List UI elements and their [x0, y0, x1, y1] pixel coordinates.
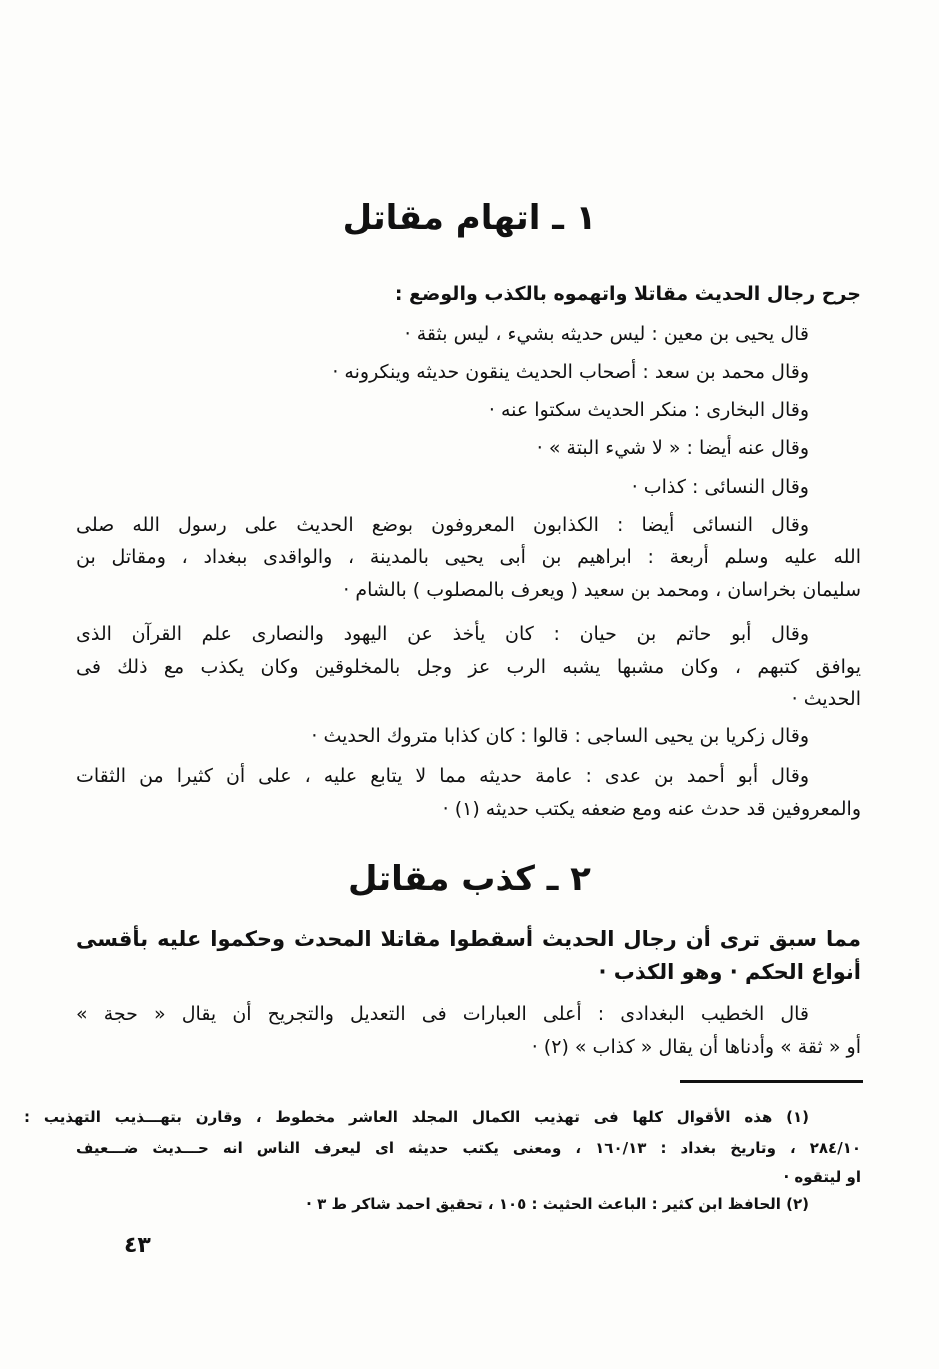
- text-line: وقال البخارى : منكر الحديث سكتوا عنه ·: [488, 399, 809, 421]
- text-line: أو « ثقة » وأدناها أن يقال « كذاب » (٢) ·: [531, 1036, 861, 1058]
- text-line: قال يحيى بن معين : ليس حديثه بشيء ، ليس بثقة ·: [404, 323, 809, 345]
- text-line: وقال محمد بن سعد : أصحاب الحديث ينقون حديثه وينكرونه ·: [332, 361, 809, 383]
- section-heading: ١ ـ اتهام مقاتل: [342, 198, 597, 238]
- text-line: يوافق كتبهم ، وكان مشبها يشبه الرب عز وجل بالمخلوقين وكان يكذب مع ذلك فى: [76, 656, 861, 678]
- text-line: الله عليه وسلم أربعة : ابراهيم بن أبى يحيى بالمدينة ، والواقدى ببغداد ، ومقاتل بن: [76, 546, 861, 568]
- footnote-divider: [680, 1080, 863, 1083]
- section-heading: ٢ ـ كذب مقاتل: [348, 859, 591, 899]
- text-line: وقال أبو حاتم بن حيان : كان يأخذ عن اليهود والنصارى علم القرآن الذى: [76, 623, 809, 645]
- text-line: وقال زكريا بن يحيى الساجى : قالوا : كان كذابا متروك الحديث ·: [311, 725, 809, 747]
- text-line: والمعروفين قد حدث عنه ومع ضعفه يكتب حديثه (١) ·: [442, 798, 861, 820]
- text-line: وقال النسائى : كذاب ·: [631, 476, 809, 498]
- text-line: وقال النسائى أيضا : الكذابون المعروفون بوضع الحديث على رسول الله صلى: [76, 514, 809, 536]
- footnote-line: ٢٨٤/١٠ ، وتاريخ بغداد : ١٦٠/١٣ ، ومعنى يكتب حديثه اى ليعرف الناس انه حـــديث ضـــعيف: [76, 1139, 861, 1157]
- text-line: وقال عنه أيضا : « لا شيء البتة » ·: [536, 437, 809, 459]
- text-line: قال الخطيب البغدادى : أعلى العبارات فى التعديل والتجريح أن يقال « حجة »: [76, 1003, 809, 1025]
- text-line: الحديث ·: [791, 688, 861, 710]
- footnote-line: او ليتقوه ·: [783, 1168, 861, 1186]
- intro-line: أنواع الحكم · وهو الكذب ·: [598, 960, 861, 984]
- text-line: وقال أبو أحمد بن عدى : عامة حديثه مما لا يتابع عليه ، على أن كثيرا من الثقات: [76, 765, 809, 787]
- page-number: ٤٣: [124, 1233, 151, 1258]
- footnote-line: (٢) الحافظ ابن كثير : الباعث الحثيث : ١٠٥ ، تحقيق احمد شاكر ط ٣ ·: [306, 1195, 809, 1213]
- intro-line: مما سبق ترى أن رجال الحديث أسقطوا مقاتلا المحدث وحكموا عليه بأقسى: [76, 927, 861, 951]
- subheading: جرح رجال الحديث مقاتلا واتهموه بالكذب والوضع :: [394, 283, 861, 305]
- footnote-line: (١) هذه الأقوال كلها فى تهذيب الكمال المجلد العاشر مخطوط ، وقارن بتهـــذيب التهذيب :: [24, 1108, 809, 1126]
- text-line: سليمان بخراسان ، ومحمد بن سعيد ( ويعرف بالمصلوب ) بالشام ·: [343, 579, 861, 601]
